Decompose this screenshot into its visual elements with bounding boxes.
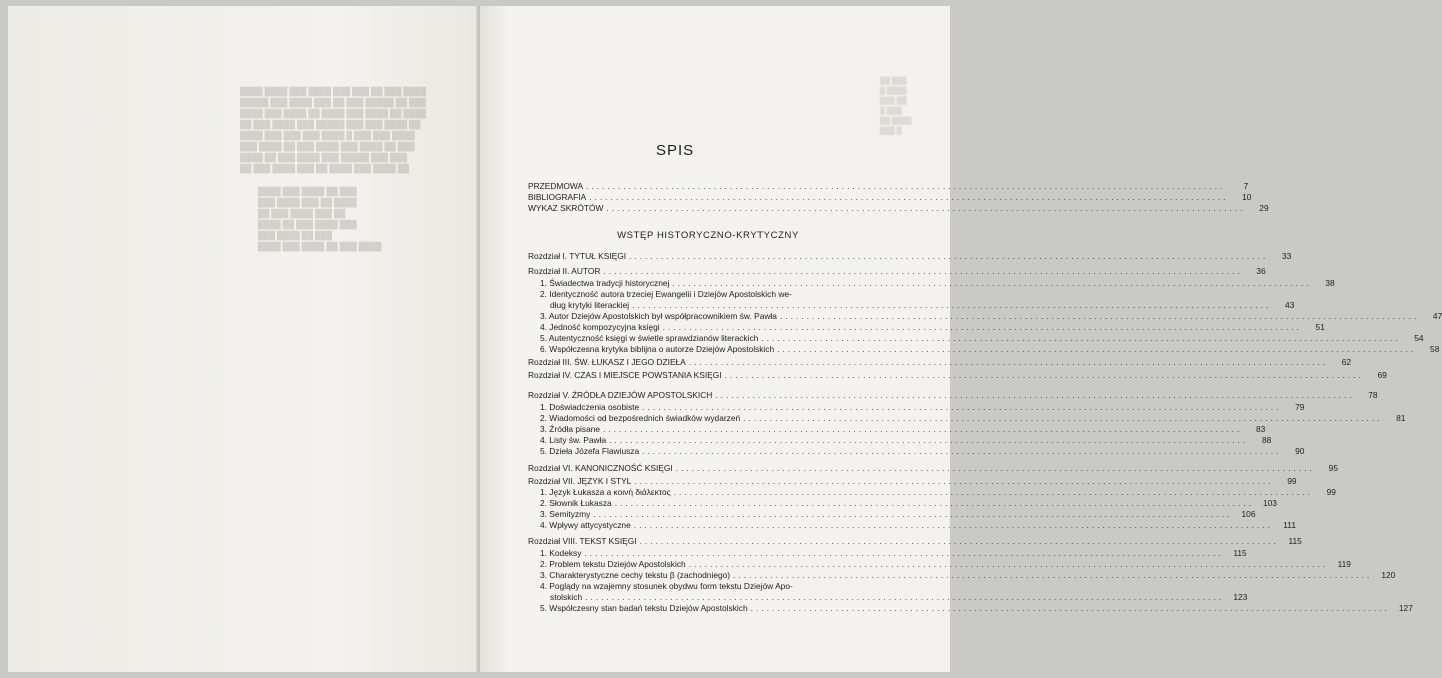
- toc-entry: [540, 559, 1351, 570]
- toc-entry-page: 47: [1432, 311, 1442, 321]
- leader-dots: ........................................................................................................................: [629, 251, 1269, 261]
- toc-entry: [540, 581, 888, 592]
- toc-entry-label: 2. Słownik Łukasza: [540, 498, 612, 508]
- toc-entry-page: 62: [1341, 357, 1352, 367]
- front-entry: [528, 181, 1249, 192]
- front-entry: [528, 192, 1252, 203]
- leader-dots: ........................................................................................................................: [603, 266, 1243, 276]
- toc-entry-label: 3. Semityzmy: [540, 509, 591, 519]
- leader-dots: ........................................................................................................................: [672, 278, 1312, 288]
- leader-dots: ........................................................................................................................: [584, 548, 1224, 558]
- leader-dots: ........................................................................................................................: [593, 509, 1233, 519]
- toc-entry-page: 123: [1233, 592, 1248, 602]
- toc-entry: [528, 357, 1352, 368]
- front-entry-label: PRZEDMOWA: [528, 181, 584, 191]
- toc-entry-label: Rozdział III. ŚW. ŁUKASZ I JEGO DZIEŁA: [528, 357, 686, 367]
- toc-entry-label: 3. Autor Dziejów Apostolskich był współpracownikiem św. Pawła: [540, 311, 777, 321]
- leader-dots: ........................................................................................................................: [586, 181, 1226, 191]
- toc-entry: [528, 266, 1266, 277]
- toc-entry-label: dług krytyki literackiej: [550, 300, 630, 310]
- toc-entry-page: 51: [1315, 322, 1325, 332]
- toc-entry: [550, 300, 1295, 311]
- toc-entry-page: 43: [1285, 300, 1295, 310]
- toc-entry-label: 2. Problem tekstu Dziejów Apostolskich: [540, 559, 686, 569]
- leader-dots: ........................................................................................................................: [642, 402, 1282, 412]
- leader-dots: ........................................................................................................................: [642, 446, 1282, 456]
- leader-dots: ........................................................................................................................: [777, 344, 1417, 354]
- toc-entry-page: 36: [1256, 266, 1266, 276]
- toc-entry-page: 127: [1398, 603, 1413, 613]
- toc-entry-label: Rozdział VI. KANONICZNOŚĆ KSIĘGI: [528, 463, 673, 473]
- toc-entry: [540, 333, 1424, 344]
- leader-dots: ........................................................................................................................: [688, 559, 1328, 569]
- toc-entry: [540, 413, 1406, 424]
- toc-entry-label: 4. Listy św. Pawła: [540, 435, 607, 445]
- leader-dots: ........................................................................................................................: [606, 203, 1246, 213]
- toc-entry-page: 111: [1283, 520, 1296, 530]
- toc-entry: [528, 536, 1302, 547]
- page-title: SPIS: [656, 142, 695, 159]
- toc-entry: [540, 487, 1336, 498]
- toc-entry-page: 79: [1295, 402, 1305, 412]
- toc-entry-label: 2. Wiadomości od bezpośrednich świadków wydarzeń: [540, 413, 741, 423]
- toc-entry-label: 1. Doświadczenia osobiste: [540, 402, 640, 412]
- leader-dots: ........................................................................................................................: [779, 311, 1420, 321]
- toc-entry: [540, 435, 1272, 446]
- toc-entry-label: stolskich: [550, 592, 583, 602]
- toc-entry-label: Rozdział VII. JĘZYK I STYL: [528, 476, 632, 486]
- toc-entry: [540, 548, 1247, 559]
- toc-entry: [540, 402, 1305, 413]
- toc-entry-page: 103: [1262, 498, 1277, 508]
- toc-entry-label: 5. Dzieła Józefa Flawiusza: [540, 446, 640, 456]
- toc-entry-page: 115: [1233, 548, 1247, 558]
- leader-dots: ........................................................................................................................: [609, 435, 1249, 445]
- bleed-through-margin: ██ ███ █ ████ ███ ██ █ ███ ██ ████ ███ █: [880, 77, 912, 135]
- leader-dots: ........................................................................................................................: [603, 424, 1243, 434]
- toc-entry-label: 1. Język Łukasza a κοινὴ διάλεκτος: [540, 487, 671, 497]
- toc-entry-page: 99: [1287, 476, 1297, 486]
- toc-entry-page: 95: [1328, 463, 1338, 473]
- leader-dots: ........................................................................................................................: [750, 603, 1390, 613]
- toc-entry-label: 3. Źródła pisane: [540, 424, 601, 434]
- toc-entry-page: 90: [1295, 446, 1305, 456]
- leader-dots: ........................................................................................................................: [675, 463, 1315, 473]
- leader-dots: ........................................................................................................................: [715, 390, 1355, 400]
- toc-entry-page: 33: [1281, 251, 1292, 261]
- toc-entry: [528, 370, 1387, 381]
- leader-dots: ........................................................................................................................: [724, 370, 1364, 380]
- leader-dots: ........................................................................................................................: [662, 322, 1302, 332]
- front-entry: [528, 203, 1269, 214]
- toc-entry: [540, 446, 1305, 457]
- leader-dots: ........................................................................................................................: [633, 520, 1273, 530]
- toc-entry: [540, 570, 1396, 581]
- leader-dots: ........................................................................................................................: [634, 476, 1274, 486]
- toc-entry: [540, 278, 1335, 289]
- toc-entry-page: 38: [1325, 278, 1335, 288]
- toc-entry-label: 1. Kodeksy: [540, 548, 582, 558]
- toc-entry: [540, 424, 1266, 435]
- toc-entry: [528, 463, 1338, 474]
- leader-dots: ........................................................................................................................: [688, 357, 1329, 367]
- toc-entry-label: Rozdział IV. CZAS I MIEJSCE POWSTANIA KSIĘGI: [528, 370, 722, 380]
- leader-dots: ........................................................................................................................: [761, 333, 1401, 343]
- toc-entry-label: 3. Charakterystyczne cechy tekstu β (zachodniego): [540, 570, 731, 580]
- toc-entry-page: 81: [1396, 413, 1406, 423]
- toc-entry-label: Rozdział II. AUTOR: [528, 266, 601, 276]
- toc-entry-label: 4. Jedność kompozycyjna księgi: [540, 322, 660, 332]
- toc-entry: [540, 509, 1256, 520]
- toc-entry-label: 5. Autentyczność księgi w świetle sprawdzianów literackich: [540, 333, 759, 343]
- toc-entry: [540, 520, 1296, 531]
- front-entry-label: WYKAZ SKRÓTÓW: [528, 203, 604, 213]
- toc-entry-page: 83: [1255, 424, 1266, 434]
- bleed-through-text-block: ████ ████ ███ ████ ███ ███ ██ ███ ████ █████ ███ ████ ███ ██ ███ █████ ██ ███ ████ ███ ████ ██ ████ ███ ████ ██ ████ ██ ███ ████ ███ █████ ███ ███ ████ ██ ████ ███ ███ ███ ████ █ ███ ███ ████ ███ ████ ██ ███ ████ ███ ████ ██ ███ ████ ██ ███ ████ ███ █████ ███ ███ ██ ███ ████ ███ ██ ████ ███ ████ ██: [240, 87, 427, 173]
- toc-entry: [540, 322, 1325, 333]
- toc-entry-label: 5. Współczesny stan badań tekstu Dziejów Apostolskich: [540, 603, 748, 613]
- toc-entry-page: 115: [1288, 536, 1302, 546]
- toc-entry: [540, 603, 1413, 614]
- toc-entry-page: 119: [1337, 559, 1351, 569]
- section-heading: WSTĘP HISTORYCZNO-KRYTYCZNY: [617, 230, 799, 241]
- toc-entry-label: 4. Wpływy attycystyczne: [540, 520, 631, 530]
- leader-dots: ........................................................................................................................: [632, 300, 1272, 310]
- toc-entry: [540, 311, 1442, 322]
- toc-entry: [540, 344, 1440, 355]
- leader-dots: ........................................................................................................................: [733, 570, 1373, 580]
- front-entry-page: 29: [1259, 203, 1269, 213]
- toc-entry-page: 99: [1326, 487, 1336, 497]
- toc-entry: [528, 390, 1378, 401]
- toc-entry: [528, 476, 1297, 487]
- toc-entry-label: 4. Poglądy na wzajemny stosunek obydwu form tekstu Dziejów Apo-: [540, 581, 793, 591]
- toc-entry-label: Rozdział I. TYTUŁ KSIĘGI: [528, 251, 627, 261]
- toc-entry-page: 78: [1368, 390, 1378, 400]
- toc-entry-label: 2. Identyczność autora trzeciej Ewangelii i Dziejów Apostolskich we-: [540, 289, 792, 299]
- toc-entry-label: Rozdział V. ŹRÓDŁA DZIEJÓW APOSTOLSKICH: [528, 390, 713, 400]
- leader-dots: ........................................................................................................................: [585, 592, 1225, 602]
- leader-dots: ........................................................................................................................: [639, 536, 1279, 546]
- toc-entry: [540, 289, 888, 300]
- toc-entry-label: 6. Współczesna krytyka biblijna o autorze Dziejów Apostolskich: [540, 344, 775, 354]
- front-entry-label: BIBLIOGRAFIA: [528, 192, 587, 202]
- bleed-through-text-block-2: ████ ███ ████ ██ ███ ███ ████ ███ ██ ████ ██ ███ ████ ███ ██ ████ ██ ███ ████ ███ ███ ████ ██ ███ ████ ███ ████ ██ ███ ████: [258, 187, 382, 251]
- leader-dots: ........................................................................................................................: [614, 498, 1254, 508]
- leader-dots: ........................................................................................................................: [673, 487, 1313, 497]
- toc-entry-page: 120: [1381, 570, 1396, 580]
- toc-entry-label: 1. Świadectwa tradycji historycznej: [540, 278, 670, 288]
- toc-entry: [528, 251, 1292, 262]
- left-page: [8, 6, 478, 672]
- toc-entry-label: Rozdział VIII. TEKST KSIĘGI: [528, 536, 637, 546]
- front-entry-page: 10: [1242, 192, 1252, 202]
- toc-entry: [550, 592, 1248, 603]
- toc-entry-page: 58: [1430, 344, 1440, 354]
- toc-entry-page: 54: [1414, 333, 1424, 343]
- toc-entry: [540, 498, 1277, 509]
- leader-dots: ........................................................................................................................: [743, 413, 1383, 423]
- toc-entry-page: 88: [1262, 435, 1272, 445]
- front-entry-page: 7: [1243, 181, 1249, 191]
- toc-entry-page: 106: [1241, 509, 1256, 519]
- leader-dots: ........................................................................................................................: [589, 192, 1229, 202]
- toc-entry-page: 69: [1377, 370, 1387, 380]
